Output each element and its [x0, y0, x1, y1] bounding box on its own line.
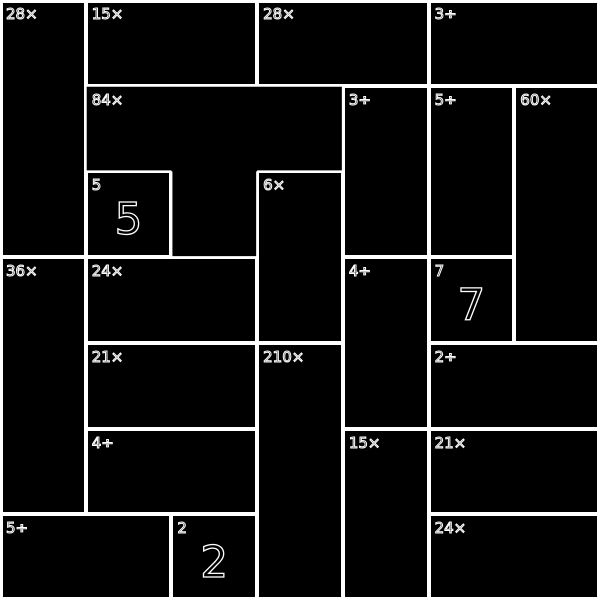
grid-cell[interactable]	[0, 343, 86, 429]
grid-cell[interactable]	[343, 343, 429, 429]
grid-cell	[171, 514, 257, 600]
grid-cell[interactable]	[429, 343, 515, 429]
grid-cell[interactable]	[86, 257, 172, 343]
cage-clue: 3÷	[348, 90, 371, 109]
cage-clue: 36×	[6, 262, 38, 281]
grid-cell[interactable]	[86, 86, 172, 172]
grid-cell[interactable]	[514, 0, 600, 86]
cell-value: 7	[457, 280, 486, 331]
cell-value: 5	[114, 194, 143, 246]
grid-cell[interactable]	[257, 514, 343, 600]
grid-cell[interactable]	[0, 429, 86, 515]
grid-cell[interactable]	[429, 429, 515, 515]
grid-cell[interactable]	[257, 429, 343, 515]
grid-cell[interactable]	[343, 171, 429, 257]
grid-cell	[86, 171, 172, 257]
grid-cell[interactable]	[429, 0, 515, 86]
grid-cell[interactable]	[0, 257, 86, 343]
grid-cell[interactable]	[514, 343, 600, 429]
grid-cell[interactable]	[343, 86, 429, 172]
grid-cell[interactable]	[514, 171, 600, 257]
grid-cell[interactable]	[514, 429, 600, 515]
cage-clue: 2	[177, 519, 187, 538]
grid-cell[interactable]	[257, 343, 343, 429]
cage-clue: 15×	[348, 433, 381, 452]
grid-cell[interactable]	[0, 86, 86, 172]
cage-clue: 6×	[263, 176, 286, 195]
cage-clue: 28×	[263, 5, 295, 23]
cage-clue: 21×	[434, 433, 467, 452]
grid-cell[interactable]	[257, 0, 343, 86]
grid-cell[interactable]	[0, 171, 86, 257]
grid-cell[interactable]	[343, 514, 429, 600]
grid-cell[interactable]	[171, 257, 257, 343]
grid-cell[interactable]	[0, 514, 86, 600]
cage-clue: 24×	[434, 519, 467, 538]
cage-clue: 84×	[91, 90, 124, 109]
grid-cell[interactable]	[86, 0, 172, 86]
grid-cell[interactable]	[171, 171, 257, 257]
cage-clue: 5÷	[6, 519, 29, 538]
grid-cell[interactable]	[171, 0, 257, 86]
cage-clue: 4÷	[91, 433, 114, 452]
grid-cell[interactable]	[171, 86, 257, 172]
grid-cell[interactable]	[343, 257, 429, 343]
grid-cell[interactable]	[86, 343, 172, 429]
grid-cell[interactable]	[514, 257, 600, 343]
grid-cell[interactable]	[257, 171, 343, 257]
grid-cell[interactable]	[171, 429, 257, 515]
grid-cell[interactable]	[429, 86, 515, 172]
cage-clue: 24×	[91, 262, 124, 281]
cage-clue: 7	[434, 262, 445, 281]
grid-cell[interactable]	[257, 86, 343, 172]
grid-cell[interactable]	[0, 0, 86, 86]
grid-cell[interactable]	[171, 343, 257, 429]
cage-clue: 28×	[6, 5, 38, 23]
grid-cell[interactable]	[86, 429, 172, 515]
cage-clue: 2÷	[434, 347, 457, 366]
grid-cell	[429, 257, 515, 343]
cage-clue: 21×	[91, 347, 124, 366]
cage-clue: 15×	[91, 5, 124, 23]
grid-cell[interactable]	[343, 0, 429, 86]
cage-clue: 4÷	[348, 262, 371, 281]
grid-cell[interactable]	[514, 514, 600, 600]
grid-cell[interactable]	[86, 514, 172, 600]
cage-clue: 5÷	[434, 90, 457, 109]
cage-clue: 5	[91, 176, 102, 195]
cage-clue: 210×	[263, 347, 305, 366]
grid-cell[interactable]	[257, 257, 343, 343]
grid-cell[interactable]	[343, 429, 429, 515]
grid-cell[interactable]	[429, 514, 515, 600]
cage-clue: 3÷	[434, 5, 457, 23]
cell-value: 2	[200, 537, 229, 589]
cage-clue: 60×	[520, 90, 552, 109]
grid-cell[interactable]	[429, 171, 515, 257]
grid-cell[interactable]	[514, 86, 600, 172]
